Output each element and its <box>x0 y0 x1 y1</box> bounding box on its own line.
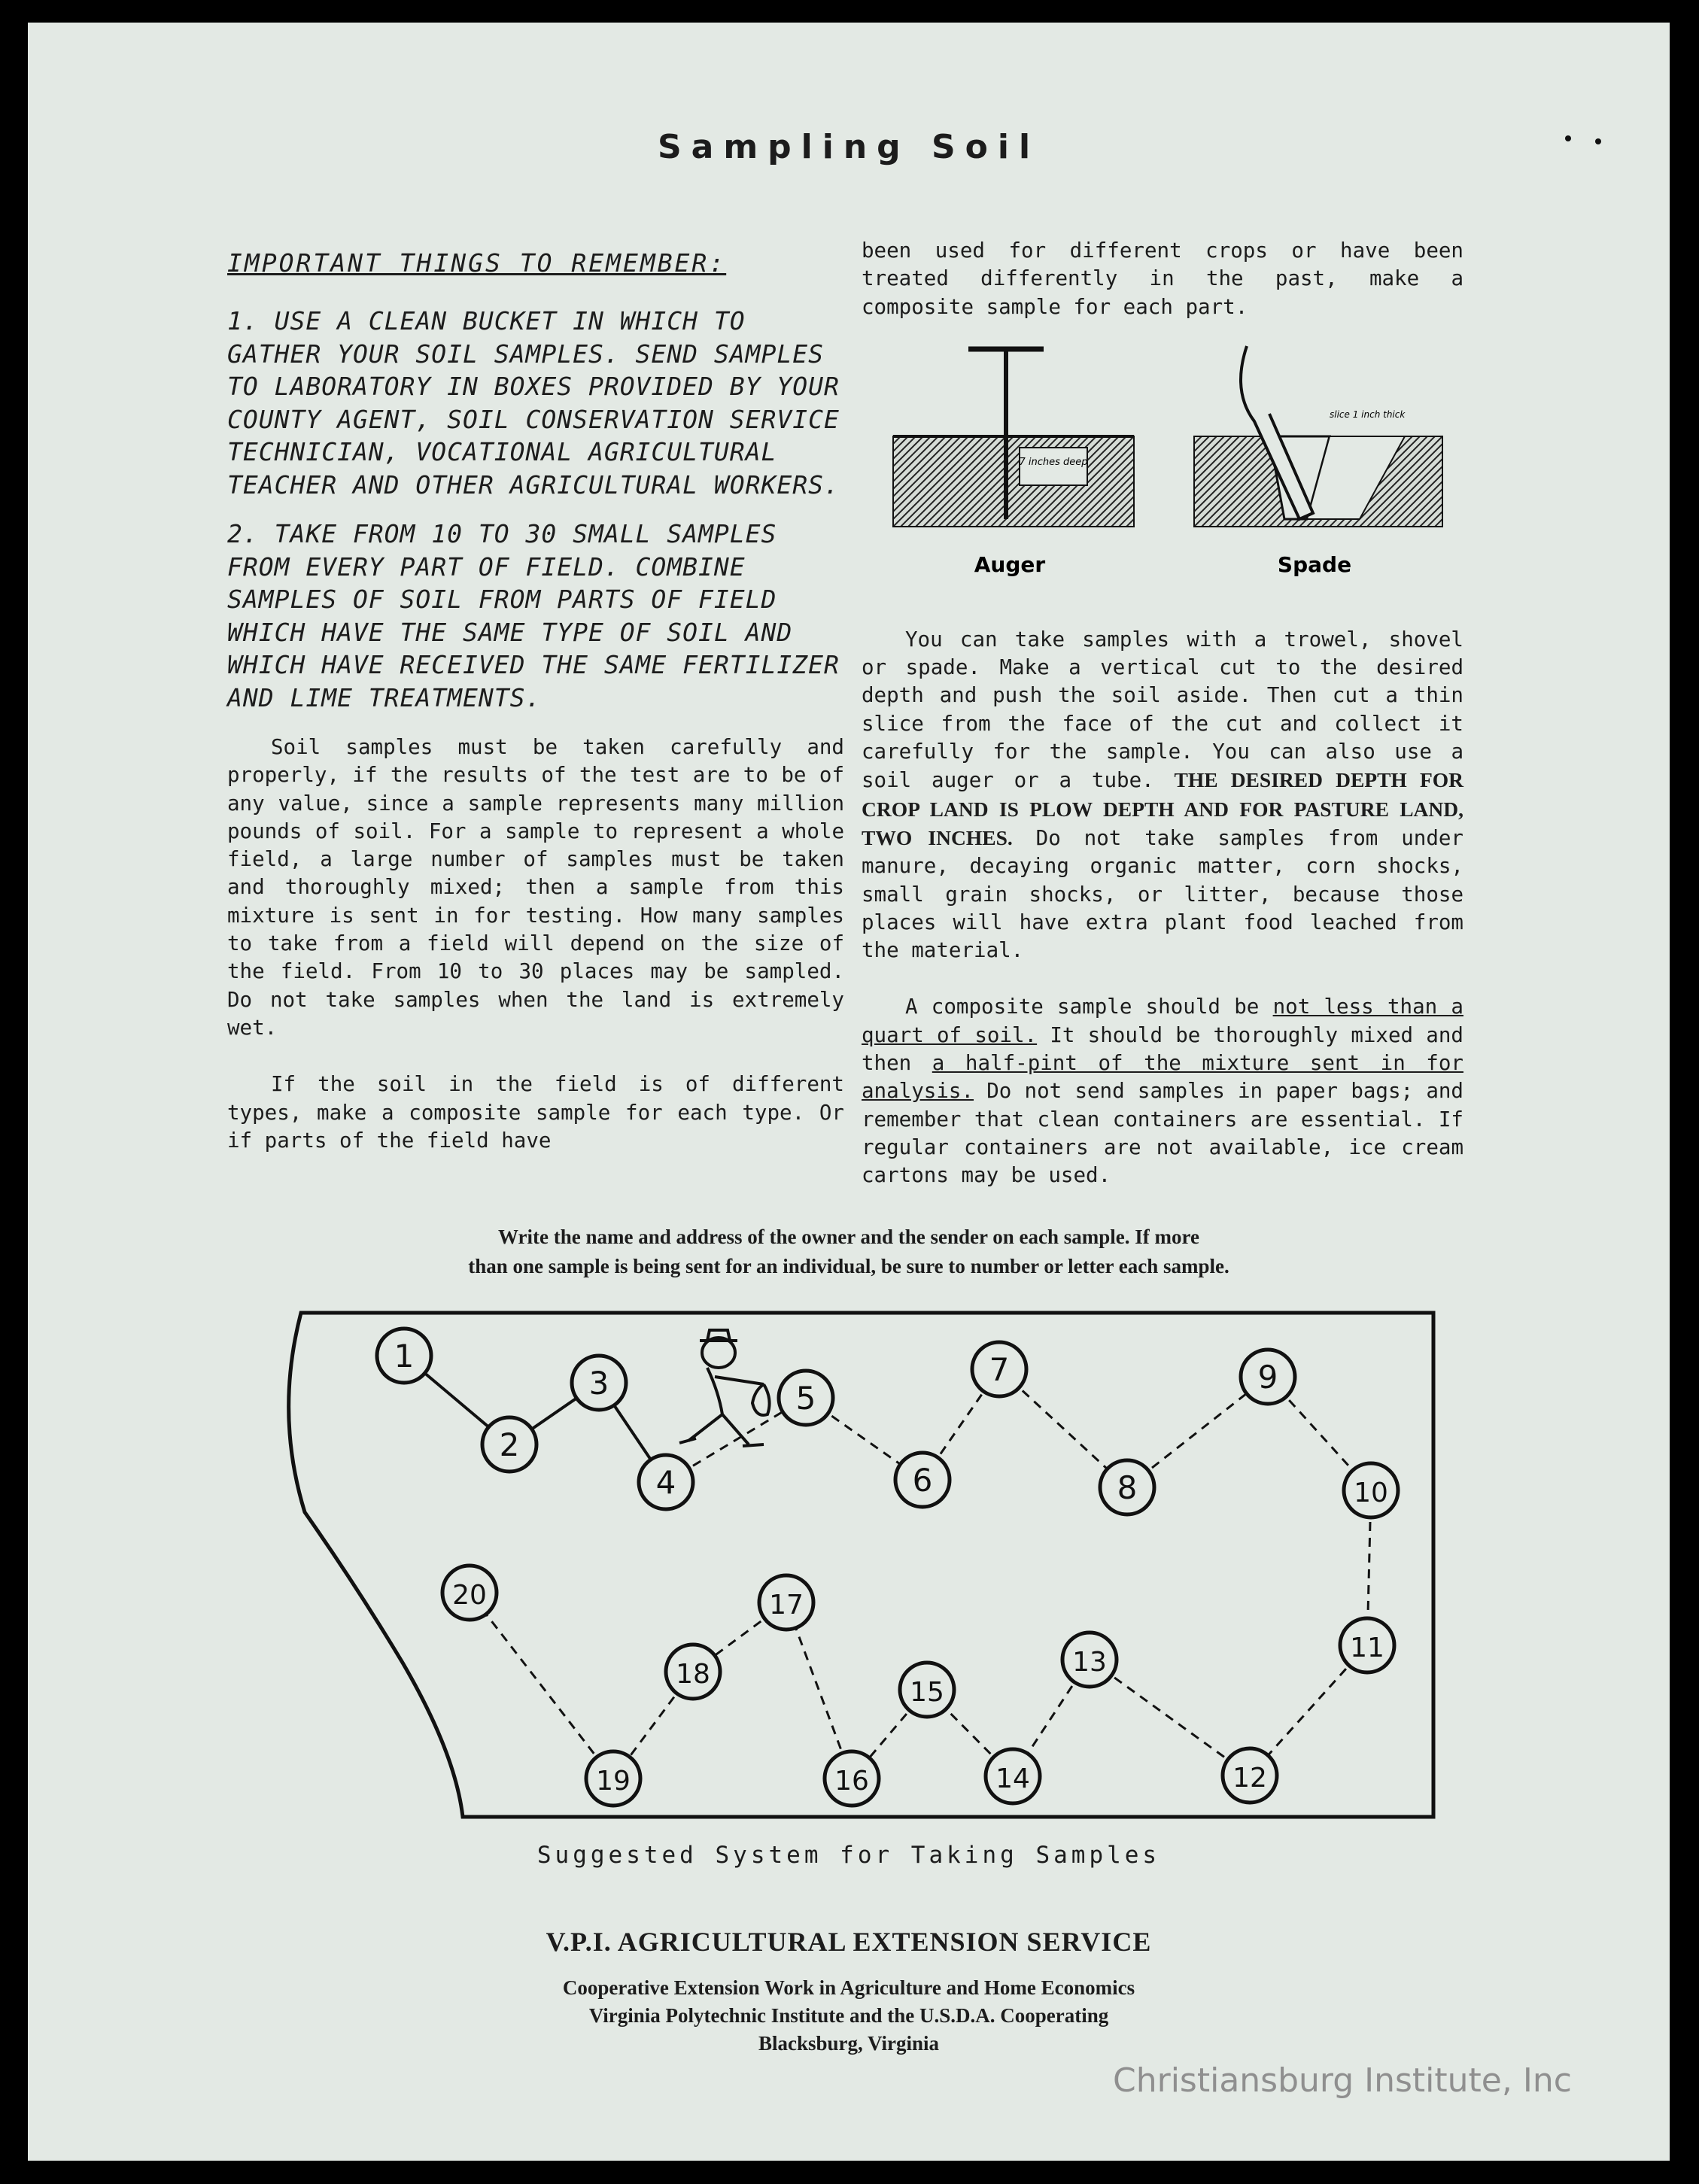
sampling-tools-figure <box>878 339 1473 587</box>
half-pint-underlined: a half-pint of the mixture sent in for analysis. <box>862 1051 1463 1104</box>
sample-point-label: 12 <box>1232 1763 1267 1794</box>
paragraph-composite-sample <box>862 993 1463 1189</box>
sample-point-label: 14 <box>995 1763 1030 1794</box>
auger-caption: Auger <box>974 552 1046 577</box>
labeling-instructions <box>28 1223 1670 1281</box>
sample-point-8 <box>1100 1460 1154 1514</box>
sampling-map-drawing <box>267 1302 1441 1843</box>
sample-point-label: 6 <box>912 1462 933 1499</box>
publisher-line-1: Cooperative Extension Work in Agriculture and Home Economics <box>562 1976 1135 1999</box>
paragraph-soil-samples: Soil samples must be taken carefully and properly, if the results of the test are to be of any value, since a sample represents many million pounds of soil. For a sample to represent a whole field, a large number of samples must be taken and thoroughly mixed; then a sample from this mixture is sent in for testing. How many samples to take from a field will depend on the size of the field. From 10 to 30 places may be sampled. Do not take samples when the land is extremely wet. <box>227 735 844 1040</box>
sample-point-label: 16 <box>834 1766 869 1797</box>
sample-point-label: 15 <box>910 1677 944 1708</box>
publisher-footer <box>28 1926 1670 2058</box>
composite-text-b: It should be thoroughly mixed and then <box>862 1022 1463 1076</box>
spade-drawing <box>1194 346 1442 527</box>
sample-point-label: 20 <box>452 1580 487 1611</box>
watermark: Christiansburg Institute, Inc <box>1113 2061 1572 2100</box>
sample-point-18 <box>666 1645 720 1699</box>
sample-point-13 <box>1062 1633 1117 1687</box>
composite-text-a: A composite sample should be <box>905 995 1260 1019</box>
sample-point-10 <box>1344 1463 1398 1517</box>
spade-slice-label: slice 1 inch thick <box>1330 409 1406 420</box>
path-segment <box>470 1593 613 1778</box>
sample-point-label: 7 <box>989 1351 1010 1388</box>
spade-caption: Spade <box>1277 552 1352 577</box>
path-segment <box>1090 1660 1250 1775</box>
instruction-line-1: Write the name and address of the owner and the sender on each sample. If more <box>498 1226 1199 1248</box>
sample-points <box>377 1329 1398 1806</box>
page-title: Sampling Soil <box>657 128 1041 166</box>
sample-point-label: 9 <box>1257 1359 1278 1396</box>
path-lines <box>404 1356 1371 1778</box>
sample-point-7 <box>972 1342 1026 1396</box>
sample-point-label: 17 <box>769 1590 804 1621</box>
publisher-line-3: Blacksburg, Virginia <box>758 2032 940 2055</box>
paragraph-different-types: If the soil in the field is of different types, make a composite sample for each type. Or if parts of the field have <box>227 1072 844 1153</box>
sample-point-12 <box>1223 1748 1277 1803</box>
sample-point-label: 18 <box>676 1659 710 1690</box>
document-page <box>28 23 1670 2161</box>
sample-point-11 <box>1340 1618 1394 1672</box>
auger-spade-drawing <box>878 339 1473 587</box>
depth-caps-text: THE DESIRED DEPTH FOR CROP LAND IS PLOW DEPTH AND FOR PASTURE LAND, TWO INCHES. <box>862 768 1463 849</box>
composite-text-c: Do not send samples in paper bags; and remember that clean containers are essential. If regular containers are not available, ice cream cartons may be used. <box>862 1079 1463 1188</box>
map-caption: Suggested System for Taking Samples <box>536 1842 1161 1869</box>
publisher-line-2: Virginia Polytechnic Institute and the U.S.D.A. Cooperating <box>588 2004 1109 2027</box>
paragraph-trowel <box>862 626 1463 965</box>
farmer-figure <box>679 1330 770 1446</box>
sample-point-label: 1 <box>394 1338 415 1374</box>
important-heading: IMPORTANT THINGS TO REMEMBER: <box>227 248 727 278</box>
instruction-line-2: than one sample is being sent for an individual, be sure to number or letter each sample. <box>468 1255 1229 1277</box>
instruction-item-1: 1. USE A CLEAN BUCKET IN WHICH TO GATHER YOUR SOIL SAMPLES. SEND SAMPLES TO LABORATORY IN BOXES PROVIDED BY YOUR COUNTY AGENT, SOIL CONSERVATION SERVICE TECHNICIAN, VOCATIONAL AGRICULTURAL TEACHER AND OTHER AGRICULTURAL WORKERS. <box>227 306 840 500</box>
sample-point-16 <box>825 1751 879 1806</box>
sample-point-label: 3 <box>588 1365 609 1402</box>
sample-point-2 <box>482 1417 536 1472</box>
manure-text: Do not take samples from under manure, decaying organic matter, corn shocks, small grain shocks, or litter, because those places will have extra plant food leached from the material. <box>862 825 1463 963</box>
sample-point-label: 13 <box>1072 1647 1107 1678</box>
instruction-item-2: 2. TAKE FROM 10 TO 30 SMALL SAMPLES FROM EVERY PART OF FIELD. COMBINE SAMPLES OF SOIL FROM PARTS OF FIELD WHICH HAVE THE SAME TYPE OF SOIL AND WHICH HAVE RECEIVED THE SAME FERTILIZER AND LIME TREATMENTS. <box>227 519 840 712</box>
sample-point-14 <box>986 1749 1040 1803</box>
quart-underlined: not less than a quart of soil. <box>862 995 1463 1047</box>
sample-point-label: 2 <box>499 1426 520 1463</box>
paragraph-composite-part: been used for different crops or have been treated differently in the past, make a composite sample for each part. <box>862 238 1463 319</box>
sample-point-6 <box>895 1453 950 1507</box>
sample-point-label: 4 <box>655 1464 676 1501</box>
sample-point-1 <box>377 1329 431 1383</box>
left-column <box>227 248 844 1155</box>
publisher-name: V.P.I. AGRICULTURAL EXTENSION SERVICE <box>546 1927 1152 1957</box>
sample-point-20 <box>442 1566 497 1620</box>
sample-point-17 <box>759 1575 813 1630</box>
field-sampling-map <box>267 1302 1441 1843</box>
auger-drawing <box>893 349 1134 527</box>
sample-point-3 <box>572 1356 626 1410</box>
auger-depth-label: 7 inches deep <box>1019 457 1088 468</box>
sample-point-4 <box>639 1455 693 1509</box>
sample-point-label: 8 <box>1117 1469 1138 1506</box>
sample-point-9 <box>1241 1350 1295 1404</box>
trowel-text: You can take samples with a trowel, shovel or spade. Make a vertical cut to the desired depth and push the soil aside. Then cut a thin slice from the face of the cut and collect it carefully for the sample. You can also use a soil auger or a tube. <box>862 627 1463 793</box>
sample-point-label: 11 <box>1350 1633 1384 1663</box>
sample-point-19 <box>586 1751 640 1806</box>
sample-point-label: 19 <box>596 1766 631 1797</box>
sample-point-label: 5 <box>795 1380 816 1417</box>
sample-point-15 <box>900 1663 954 1717</box>
sample-point-label: 10 <box>1354 1478 1388 1508</box>
sample-point-5 <box>779 1371 833 1425</box>
